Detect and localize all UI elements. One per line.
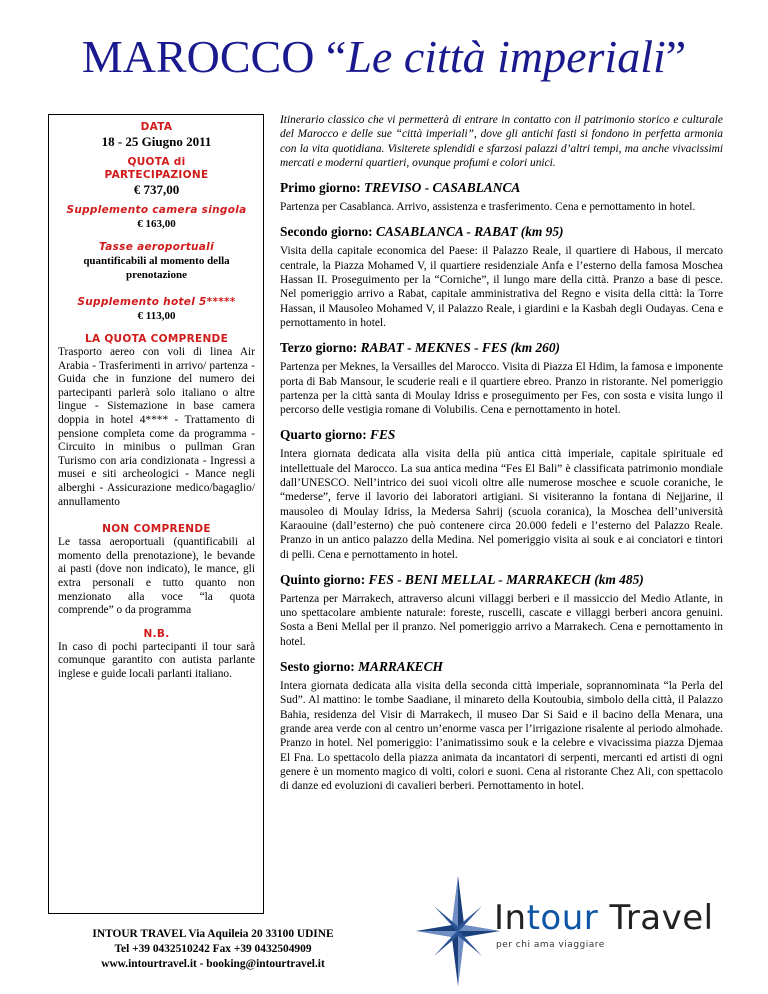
data-label: DATA bbox=[140, 121, 173, 133]
compass-star-icon bbox=[416, 876, 500, 986]
nb-label: N.B. bbox=[143, 627, 170, 640]
agency-footer bbox=[48, 927, 378, 972]
day-4-text: Intera giornata dedicata alla visita della più antica città imperiale, capitale spirituale ed intellettuale del Marocco. La sua antica medina “Fes El Bali” è classificata patrimonio mondiale dall’UNESCO. Nell’intrico dei suoi vicoli oltre alle numerose moschee e scuole coraniche, le “mederse”, ferve il lavorio dei laboratori artigiani. Si visiteranno la fontana di Nejjarine, il mausoleo di Moulay Idriss, la Medersa Sahrij (scuola coranica), la Moschea dell’università Karaouine (dall’esterno) che può contenere circa 20.000 fedeli e l’esterno del Palazzo Reale. Pranzo in un antico palazzo della Medina. Nel pomeriggio visita ai souk e ai conciatori e tintori di pelli. Cena e pernottamento in hotel. bbox=[280, 448, 723, 561]
day-3-text: Partenza per Meknes, la Versailles del Marocco. Visita di Piazza El Hdim, la famosa e imponente porta di Bab Mansour, le scuderie reali e il quartiere ebreo. Pranzo in ristorante. Nel pomeriggio partenza per la città santa di Moulay Idriss e proseguimento per Fes, con sosta e visita lungo il percorso delle vestigia romane di Volubilis. Cena e pernottamento in hotel. bbox=[280, 361, 723, 417]
non-comprende-label: NON COMPRENDE bbox=[102, 523, 211, 536]
day-6-title bbox=[280, 659, 723, 675]
day-label: Primo giorno: bbox=[280, 180, 365, 196]
intro-text: Itinerario classico che vi permetterà di entrare in contatto con il patrimonio storico e culturale del Marocco e delle sue “città imperiali”, dove gli antichi fasti si fondono in perfetta armonia con la vita quotidiana. Visiterete splendidi e sfarzosi palazzi d’altri tempi, ma anche vivacissimi mercati e moderni quartieri, ovunque profumi e colori unici. bbox=[280, 114, 723, 169]
day-place: FES - BENI MELLAL - MARRAKECH (km 485) bbox=[368, 571, 644, 587]
title-subtitle: Le città imperiali bbox=[346, 31, 666, 82]
logo-part2: tour bbox=[526, 898, 599, 938]
nb-text: In caso di pochi partecipanti il tour sarà comunque garantito con autista parlante inglese e guide locali parlanti italiano. bbox=[58, 640, 255, 680]
quota-label: QUOTA di PARTECIPAZIONE bbox=[104, 156, 209, 181]
data-value: 18 - 25 Giugno 2011 bbox=[101, 134, 212, 149]
day-2-title bbox=[280, 224, 723, 240]
comprende-text: Trasporto aereo con voli di linea Air Arabia - Trasferimenti in arrivo/ partenza - Guida che in funzione del numero dei partecipanti parlerà solo italiano o altre lingue - Sistemazione in base camera doppia in hotel 4**** - Trattamento di pensione completa come da programma - Circuito in minibus o pullman Gran Turismo con aria condizionata - Ingressi a musei e siti archeologici - Mance negli alberghi - Assicurazione medico/bagaglio/ annullamento bbox=[58, 346, 255, 508]
tasse-value: quantificabili al momento della prenotazione bbox=[83, 255, 230, 281]
footer-address: INTOUR TRAVEL Via Aquileia 20 33100 UDINE bbox=[92, 928, 334, 940]
day-place: CASABLANCA - RABAT (km 95) bbox=[375, 224, 564, 240]
title-close-quote: ” bbox=[665, 31, 687, 82]
quota-value: € 737,00 bbox=[133, 182, 180, 197]
itinerary bbox=[280, 113, 723, 793]
logo-part3: Travel bbox=[598, 898, 714, 938]
logo-tagline: per chi ama viaggiare bbox=[496, 940, 605, 950]
supp-singola-value: € 163,00 bbox=[137, 218, 176, 230]
day-place: FES bbox=[370, 427, 396, 443]
page-title bbox=[0, 30, 768, 83]
day-label: Quinto giorno: bbox=[280, 571, 369, 587]
tasse-label: Tasse aeroportuali bbox=[99, 241, 214, 253]
supp-singola-label: Supplemento camera singola bbox=[66, 204, 247, 216]
day-label: Quarto giorno: bbox=[280, 427, 371, 443]
day-place: RABAT - MEKNES - FES (km 260) bbox=[360, 340, 561, 356]
day-4-title bbox=[280, 427, 723, 443]
non-comprende-text: Le tassa aeroportuali (quantificabili al momento della prenotazione), le bevande ai pasti (dove non indicato), le mance, gli extra personali e tutto quanto non menzionato alla voce “la quota comprende” o da programma bbox=[58, 536, 255, 617]
comprende-label: LA QUOTA COMPRENDE bbox=[84, 333, 229, 345]
day-1-title bbox=[280, 180, 723, 196]
footer-web: www.intourtravel.it - booking@intourtravel.it bbox=[101, 958, 325, 970]
day-label: Terzo giorno: bbox=[280, 340, 361, 356]
info-sidebar bbox=[48, 114, 264, 914]
day-label: Secondo giorno: bbox=[280, 224, 376, 240]
day-5-title bbox=[280, 572, 723, 588]
day-label: Sesto giorno: bbox=[280, 659, 359, 675]
day-place: TREVISO - CASABLANCA bbox=[364, 180, 521, 196]
day-5-text: Partenza per Marrakech, attraverso alcuni villaggi berberi e il massiccio del Medio Atlante, in uno spettacolare ambiente naturale: foreste, ruscelli, cascate e villaggi berberi ancora genuini. Sosta a Beni Mellal per il pranzo. Nel pomeriggio arrivo a Marrakech. Cena e pernottamento in hotel. bbox=[280, 592, 723, 648]
day-2-text: Visita della capitale economica del Paese: il Palazzo Reale, il quartiere di Habous, il mercato centrale, la Piazza Mohamed V, il quartiere residenziale Anfa e l’esterno della famosa Moschea Hassan II. Proseguimento per la “Corniche”, il lungo mare della città. Pranzo a base di pesce. Nel pomeriggio arrivo a Rabat, capitale amministrativa del Regno e visita della città: la Torre Hassan, il Mausoleo Mohamed V, il Palazzo Reale, i giardini e la Kasbah degli Oudayas. Cena e pernottamento in hotel. bbox=[280, 245, 723, 329]
logo-part1: In bbox=[494, 898, 527, 938]
day-1-text: Partenza per Casablanca. Arrivo, assistenza e trasferimento. Cena e pernottamento in hotel. bbox=[280, 201, 696, 214]
supp-hotel-value: € 113,00 bbox=[137, 310, 176, 322]
supp-hotel-label: Supplemento hotel 5***** bbox=[77, 296, 236, 308]
title-main: MAROCCO “ bbox=[81, 31, 347, 82]
day-place: MARRAKECH bbox=[358, 659, 443, 675]
footer-phone: Tel +39 0432510242 Fax +39 0432504909 bbox=[114, 943, 312, 955]
day-3-title bbox=[280, 340, 723, 356]
logo-wordmark bbox=[494, 898, 714, 938]
day-6-text: Intera giornata dedicata alla visita della seconda città imperiale, soprannominata “la Perla del Sud”. Al mattino: le tombe Saadiane, il minareto della Koutoubia, simbolo della città, il Palazzo Bahia, residenza del Visir di Marrakech, il museo Dar Si Said e il bacino della Menara, una grande area verde con al centro un’enorme vasca per l’irrigazione risalente al periodo almohade. Pranzo in hotel. Nel pomeriggio: l’animatissimo souk e la celebre e vivacissima piazza Djemaa El Fna. Lo spettacolo della piazza animata da incantatori di serpenti, mercanti ed artisti di ogni genere è un momento magico di volti, colori e suoni. Cena al ristorante Chez Ali, con spettacolo di danze ed evoluzioni di cavalieri berberi. Pernottamento in hotel. bbox=[280, 680, 723, 793]
